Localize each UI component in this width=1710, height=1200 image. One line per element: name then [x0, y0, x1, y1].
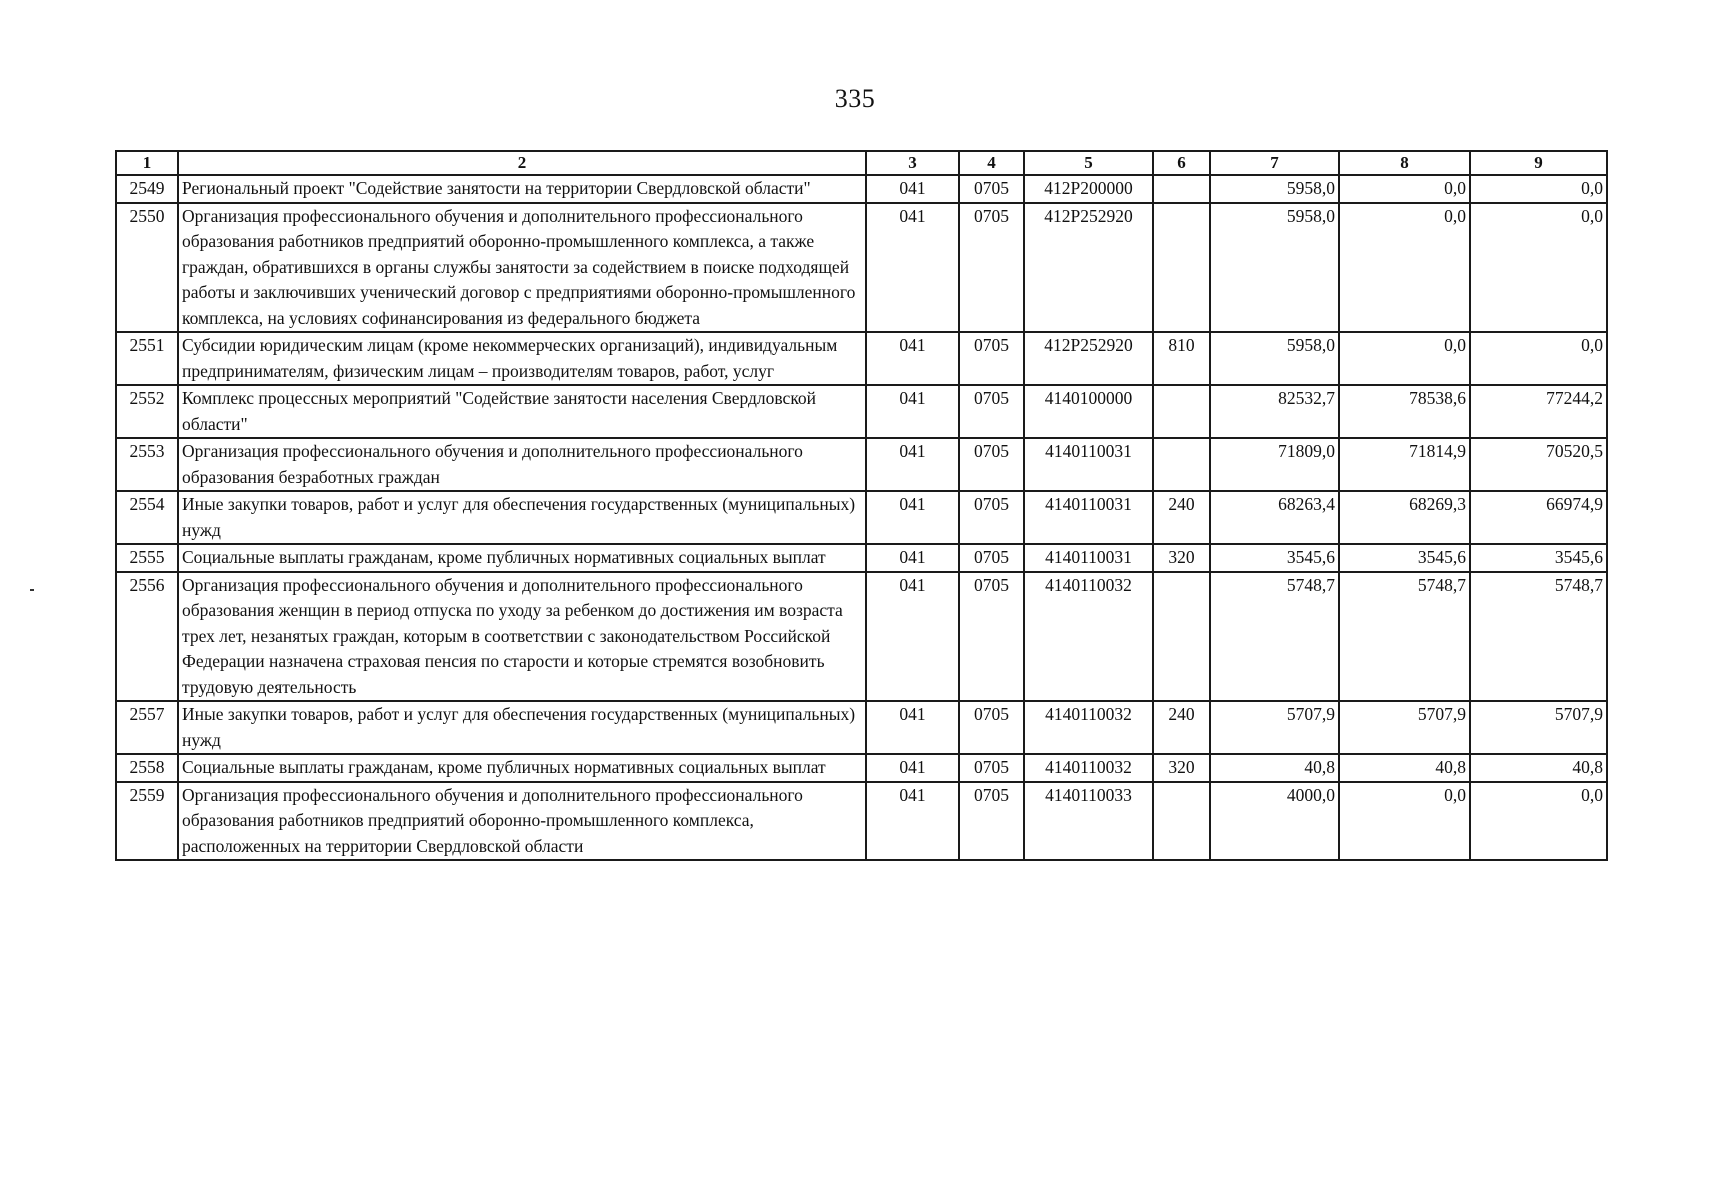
table-row	[116, 385, 1607, 438]
row-code-5: 4140110032	[1024, 572, 1153, 702]
row-code-3: 041	[866, 701, 959, 754]
row-code-5: 4140110031	[1024, 491, 1153, 544]
row-number: 2552	[116, 385, 178, 438]
row-amount-8: 5748,7	[1339, 572, 1470, 702]
row-code-3: 041	[866, 203, 959, 333]
row-name: Иные закупки товаров, работ и услуг для обеспечения государственных (муниципальных) нужд	[178, 491, 866, 544]
row-number: 2558	[116, 754, 178, 782]
row-amount-7: 5958,0	[1210, 203, 1339, 333]
row-code-3: 041	[866, 332, 959, 385]
header-col-6: 6	[1153, 151, 1210, 175]
row-amount-7: 82532,7	[1210, 385, 1339, 438]
row-code-3: 041	[866, 385, 959, 438]
row-amount-8: 68269,3	[1339, 491, 1470, 544]
row-code-5: 412P200000	[1024, 175, 1153, 203]
row-code-3: 041	[866, 572, 959, 702]
row-code-6	[1153, 572, 1210, 702]
row-amount-8: 3545,6	[1339, 544, 1470, 572]
row-number: 2554	[116, 491, 178, 544]
row-amount-8: 0,0	[1339, 782, 1470, 861]
row-code-5: 4140110033	[1024, 782, 1153, 861]
row-code-5: 412P252920	[1024, 332, 1153, 385]
row-number: 2559	[116, 782, 178, 861]
row-code-4: 0705	[959, 203, 1024, 333]
row-code-6	[1153, 203, 1210, 333]
row-code-5: 412P252920	[1024, 203, 1153, 333]
row-number: 2557	[116, 701, 178, 754]
table-row	[116, 491, 1607, 544]
row-number: 2549	[116, 175, 178, 203]
table-header-row	[116, 151, 1607, 175]
header-col-3: 3	[866, 151, 959, 175]
row-code-5: 4140110032	[1024, 754, 1153, 782]
row-code-3: 041	[866, 544, 959, 572]
row-code-3: 041	[866, 754, 959, 782]
table-row	[116, 782, 1607, 861]
row-number: 2551	[116, 332, 178, 385]
row-name: Социальные выплаты гражданам, кроме публичных нормативных социальных выплат	[178, 754, 866, 782]
row-amount-8: 0,0	[1339, 175, 1470, 203]
table-row	[116, 203, 1607, 333]
row-name: Организация профессионального обучения и дополнительного профессионального образования работников предприятий оборонно-промышленного комплекса, расположенных на территории Свердловской области	[178, 782, 866, 861]
row-amount-8: 0,0	[1339, 332, 1470, 385]
row-code-5: 4140110031	[1024, 544, 1153, 572]
row-amount-9: 40,8	[1470, 754, 1607, 782]
table-row	[116, 754, 1607, 782]
table-row	[116, 701, 1607, 754]
row-name: Комплекс процессных мероприятий "Содействие занятости населения Свердловской области"	[178, 385, 866, 438]
row-code-6	[1153, 175, 1210, 203]
header-col-8: 8	[1339, 151, 1470, 175]
budget-table	[115, 150, 1608, 861]
row-code-6: 320	[1153, 544, 1210, 572]
header-col-1: 1	[116, 151, 178, 175]
row-amount-7: 71809,0	[1210, 438, 1339, 491]
row-code-5: 4140110031	[1024, 438, 1153, 491]
row-code-6	[1153, 782, 1210, 861]
row-amount-7: 5958,0	[1210, 175, 1339, 203]
margin-mark	[30, 589, 34, 591]
row-code-4: 0705	[959, 175, 1024, 203]
row-amount-7: 4000,0	[1210, 782, 1339, 861]
row-amount-8: 78538,6	[1339, 385, 1470, 438]
row-amount-7: 3545,6	[1210, 544, 1339, 572]
row-code-6: 240	[1153, 701, 1210, 754]
row-code-4: 0705	[959, 572, 1024, 702]
row-number: 2556	[116, 572, 178, 702]
header-col-9: 9	[1470, 151, 1607, 175]
row-amount-9: 3545,6	[1470, 544, 1607, 572]
header-col-4: 4	[959, 151, 1024, 175]
row-code-6	[1153, 385, 1210, 438]
row-amount-7: 68263,4	[1210, 491, 1339, 544]
row-name: Субсидии юридическим лицам (кроме некоммерческих организаций), индивидуальным предпринимателям, физическим лицам – производителям товаров, работ, услуг	[178, 332, 866, 385]
row-amount-9: 5748,7	[1470, 572, 1607, 702]
row-number: 2555	[116, 544, 178, 572]
row-name: Организация профессионального обучения и дополнительного профессионального образования безработных граждан	[178, 438, 866, 491]
row-code-3: 041	[866, 491, 959, 544]
row-amount-9: 0,0	[1470, 782, 1607, 861]
row-amount-8: 40,8	[1339, 754, 1470, 782]
row-amount-7: 5748,7	[1210, 572, 1339, 702]
row-code-4: 0705	[959, 544, 1024, 572]
row-code-4: 0705	[959, 332, 1024, 385]
row-code-3: 041	[866, 782, 959, 861]
row-code-4: 0705	[959, 491, 1024, 544]
row-number: 2553	[116, 438, 178, 491]
row-name: Организация профессионального обучения и дополнительного профессионального образования работников предприятий оборонно-промышленного комплекса, а также граждан, обратившихся в органы службы занятости за содействием в поиске подходящей работы и заключивших ученический договор с предприятиями оборонно-промышленного комплекса, на условиях софинансирования из федерального бюджета	[178, 203, 866, 333]
header-col-5: 5	[1024, 151, 1153, 175]
row-code-4: 0705	[959, 438, 1024, 491]
row-code-5: 4140110032	[1024, 701, 1153, 754]
row-name: Организация профессионального обучения и дополнительного профессионального образования женщин в период отпуска по уходу за ребенком до достижения им возраста трех лет, незанятых граждан, которым в соответствии с законодательством Российской Федерации назначена страховая пенсия по старости и которые стремятся возобновить трудовую деятельность	[178, 572, 866, 702]
row-amount-9: 5707,9	[1470, 701, 1607, 754]
row-code-4: 0705	[959, 782, 1024, 861]
row-code-6: 320	[1153, 754, 1210, 782]
table-row	[116, 572, 1607, 702]
row-amount-8: 0,0	[1339, 203, 1470, 333]
table-row	[116, 544, 1607, 572]
row-code-6: 240	[1153, 491, 1210, 544]
row-code-6	[1153, 438, 1210, 491]
table-row	[116, 332, 1607, 385]
row-code-5: 4140100000	[1024, 385, 1153, 438]
row-code-3: 041	[866, 175, 959, 203]
row-name: Иные закупки товаров, работ и услуг для обеспечения государственных (муниципальных) нужд	[178, 701, 866, 754]
row-amount-9: 77244,2	[1470, 385, 1607, 438]
row-amount-9: 0,0	[1470, 175, 1607, 203]
row-amount-8: 5707,9	[1339, 701, 1470, 754]
page-number: 335	[834, 84, 876, 113]
row-amount-9: 0,0	[1470, 332, 1607, 385]
row-code-4: 0705	[959, 385, 1024, 438]
row-amount-9: 66974,9	[1470, 491, 1607, 544]
row-name: Региональный проект "Содействие занятости на территории Свердловской области"	[178, 175, 866, 203]
table-row	[116, 438, 1607, 491]
row-amount-7: 40,8	[1210, 754, 1339, 782]
row-amount-9: 70520,5	[1470, 438, 1607, 491]
row-code-4: 0705	[959, 701, 1024, 754]
header-col-2: 2	[178, 151, 866, 175]
row-code-3: 041	[866, 438, 959, 491]
table-row	[116, 175, 1607, 203]
row-number: 2550	[116, 203, 178, 333]
row-name: Социальные выплаты гражданам, кроме публичных нормативных социальных выплат	[178, 544, 866, 572]
row-code-4: 0705	[959, 754, 1024, 782]
row-amount-7: 5707,9	[1210, 701, 1339, 754]
row-amount-7: 5958,0	[1210, 332, 1339, 385]
row-amount-8: 71814,9	[1339, 438, 1470, 491]
row-code-6: 810	[1153, 332, 1210, 385]
header-col-7: 7	[1210, 151, 1339, 175]
row-amount-9: 0,0	[1470, 203, 1607, 333]
